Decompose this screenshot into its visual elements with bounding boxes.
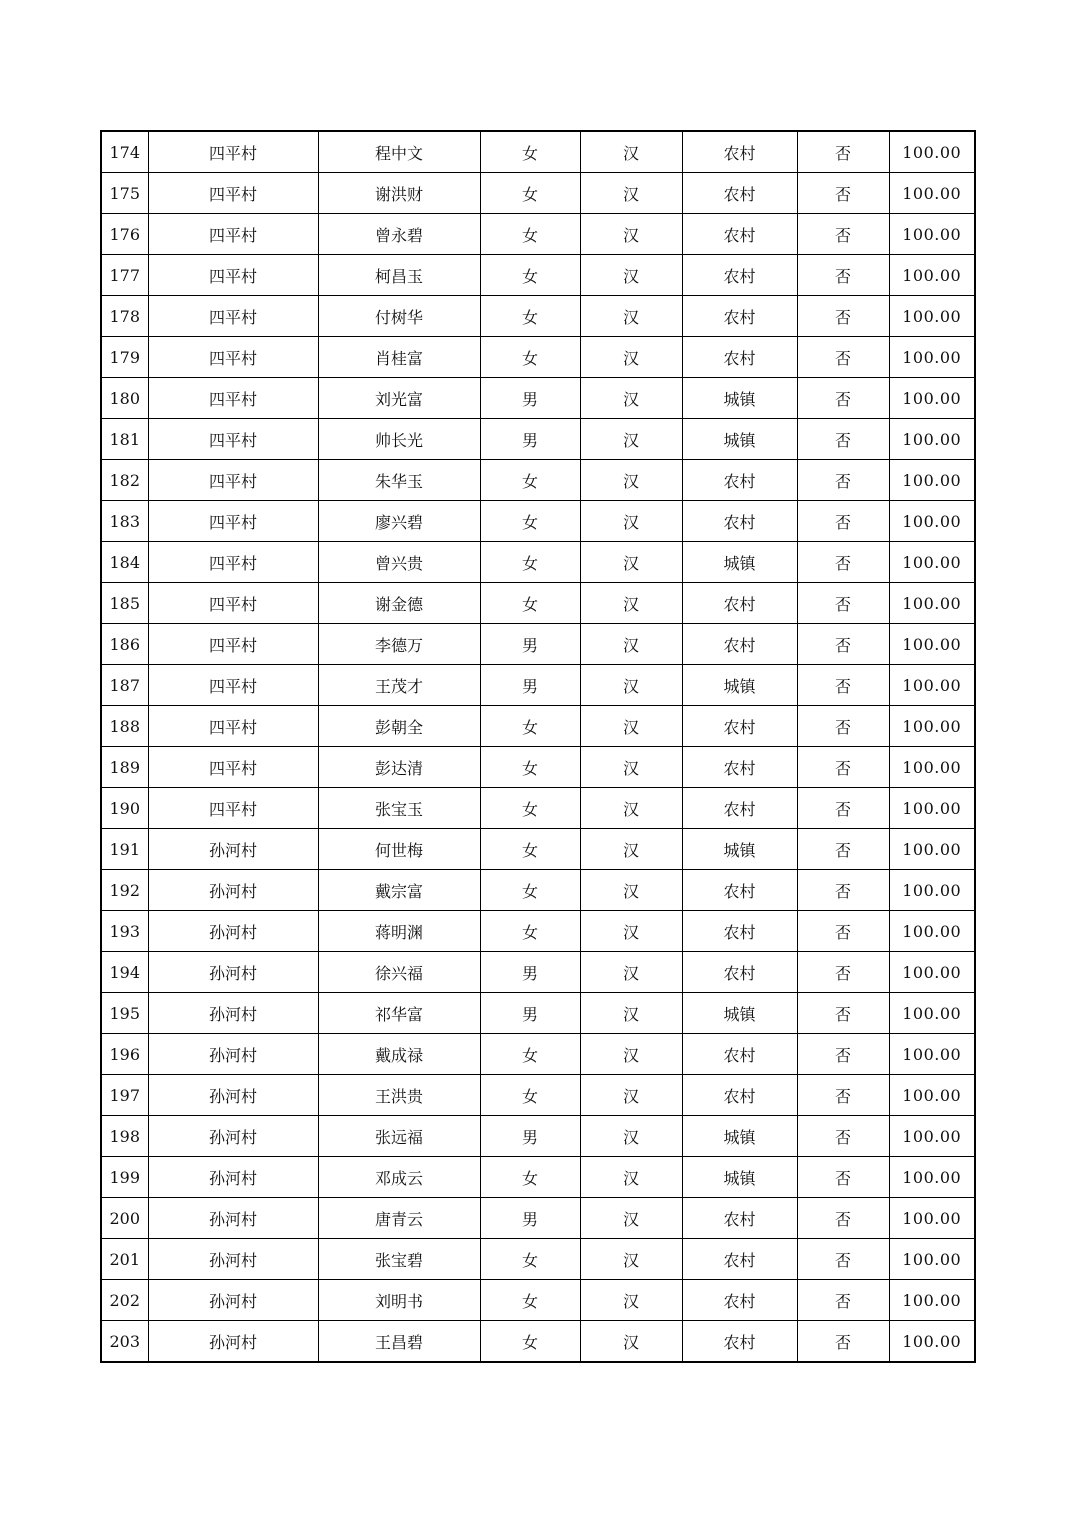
amount-cell: 100.00 — [889, 583, 975, 624]
table-row — [101, 542, 975, 583]
village-cell: 四平村 — [148, 214, 318, 255]
serial-cell: 191 — [101, 829, 148, 870]
amount-cell: 100.00 — [889, 542, 975, 583]
amount-cell: 100.00 — [889, 665, 975, 706]
flag-cell: 否 — [797, 788, 889, 829]
amount-cell: 100.00 — [889, 624, 975, 665]
village-cell: 四平村 — [148, 665, 318, 706]
serial-cell: 176 — [101, 214, 148, 255]
flag-cell: 否 — [797, 583, 889, 624]
residence-type-cell: 城镇 — [682, 378, 797, 419]
table-row — [101, 214, 975, 255]
serial-cell: 194 — [101, 952, 148, 993]
residence-type-cell: 农村 — [682, 173, 797, 214]
amount-cell: 100.00 — [889, 419, 975, 460]
ethnicity-cell: 汉 — [580, 1157, 682, 1198]
serial-cell: 175 — [101, 173, 148, 214]
village-cell: 孙河村 — [148, 1198, 318, 1239]
flag-cell: 否 — [797, 1198, 889, 1239]
serial-cell: 198 — [101, 1116, 148, 1157]
amount-cell: 100.00 — [889, 1321, 975, 1363]
name-cell: 张远福 — [318, 1116, 480, 1157]
name-cell: 王昌碧 — [318, 1321, 480, 1363]
village-cell: 四平村 — [148, 624, 318, 665]
name-cell: 张宝碧 — [318, 1239, 480, 1280]
table-row — [101, 1239, 975, 1280]
name-cell: 付树华 — [318, 296, 480, 337]
table-row — [101, 255, 975, 296]
village-cell: 四平村 — [148, 296, 318, 337]
flag-cell: 否 — [797, 1075, 889, 1116]
roster-table — [100, 130, 976, 1363]
residence-type-cell: 农村 — [682, 337, 797, 378]
village-cell: 四平村 — [148, 542, 318, 583]
ethnicity-cell: 汉 — [580, 501, 682, 542]
table-row — [101, 378, 975, 419]
name-cell: 帅长光 — [318, 419, 480, 460]
name-cell: 祁华富 — [318, 993, 480, 1034]
ethnicity-cell: 汉 — [580, 665, 682, 706]
gender-cell: 女 — [480, 296, 580, 337]
residence-type-cell: 农村 — [682, 1198, 797, 1239]
gender-cell: 女 — [480, 1280, 580, 1321]
gender-cell: 女 — [480, 173, 580, 214]
name-cell: 谢洪财 — [318, 173, 480, 214]
village-cell: 孙河村 — [148, 1239, 318, 1280]
residence-type-cell: 农村 — [682, 460, 797, 501]
gender-cell: 女 — [480, 1075, 580, 1116]
table-row — [101, 952, 975, 993]
village-cell: 孙河村 — [148, 1157, 318, 1198]
name-cell: 王茂才 — [318, 665, 480, 706]
gender-cell: 男 — [480, 993, 580, 1034]
table-row — [101, 1321, 975, 1363]
flag-cell: 否 — [797, 337, 889, 378]
name-cell: 廖兴碧 — [318, 501, 480, 542]
residence-type-cell: 农村 — [682, 214, 797, 255]
table-row — [101, 296, 975, 337]
table-row — [101, 1157, 975, 1198]
gender-cell: 女 — [480, 214, 580, 255]
village-cell: 四平村 — [148, 501, 318, 542]
residence-type-cell: 农村 — [682, 1075, 797, 1116]
serial-cell: 202 — [101, 1280, 148, 1321]
roster-body — [101, 131, 975, 1362]
serial-cell: 179 — [101, 337, 148, 378]
residence-type-cell: 农村 — [682, 1280, 797, 1321]
name-cell: 王洪贵 — [318, 1075, 480, 1116]
serial-cell: 180 — [101, 378, 148, 419]
flag-cell: 否 — [797, 829, 889, 870]
table-row — [101, 1198, 975, 1239]
amount-cell: 100.00 — [889, 870, 975, 911]
table-row — [101, 624, 975, 665]
table-row — [101, 1116, 975, 1157]
amount-cell: 100.00 — [889, 952, 975, 993]
serial-cell: 193 — [101, 911, 148, 952]
name-cell: 何世梅 — [318, 829, 480, 870]
gender-cell: 女 — [480, 911, 580, 952]
gender-cell: 女 — [480, 1157, 580, 1198]
gender-cell: 男 — [480, 1198, 580, 1239]
gender-cell: 女 — [480, 460, 580, 501]
residence-type-cell: 城镇 — [682, 542, 797, 583]
ethnicity-cell: 汉 — [580, 296, 682, 337]
village-cell: 孙河村 — [148, 1280, 318, 1321]
gender-cell: 女 — [480, 542, 580, 583]
ethnicity-cell: 汉 — [580, 952, 682, 993]
serial-cell: 178 — [101, 296, 148, 337]
name-cell: 曾永碧 — [318, 214, 480, 255]
name-cell: 唐青云 — [318, 1198, 480, 1239]
residence-type-cell: 农村 — [682, 296, 797, 337]
residence-type-cell: 农村 — [682, 911, 797, 952]
flag-cell: 否 — [797, 131, 889, 173]
name-cell: 张宝玉 — [318, 788, 480, 829]
flag-cell: 否 — [797, 173, 889, 214]
serial-cell: 201 — [101, 1239, 148, 1280]
table-row — [101, 1034, 975, 1075]
serial-cell: 203 — [101, 1321, 148, 1363]
serial-cell: 188 — [101, 706, 148, 747]
serial-cell: 199 — [101, 1157, 148, 1198]
amount-cell: 100.00 — [889, 1198, 975, 1239]
name-cell: 戴成禄 — [318, 1034, 480, 1075]
residence-type-cell: 城镇 — [682, 1116, 797, 1157]
flag-cell: 否 — [797, 419, 889, 460]
residence-type-cell: 农村 — [682, 624, 797, 665]
flag-cell: 否 — [797, 460, 889, 501]
name-cell: 谢金德 — [318, 583, 480, 624]
gender-cell: 女 — [480, 255, 580, 296]
amount-cell: 100.00 — [889, 501, 975, 542]
ethnicity-cell: 汉 — [580, 1075, 682, 1116]
residence-type-cell: 农村 — [682, 131, 797, 173]
gender-cell: 女 — [480, 501, 580, 542]
name-cell: 戴宗富 — [318, 870, 480, 911]
flag-cell: 否 — [797, 1321, 889, 1363]
gender-cell: 男 — [480, 624, 580, 665]
name-cell: 彭朝全 — [318, 706, 480, 747]
ethnicity-cell: 汉 — [580, 624, 682, 665]
flag-cell: 否 — [797, 1239, 889, 1280]
flag-cell: 否 — [797, 706, 889, 747]
ethnicity-cell: 汉 — [580, 1116, 682, 1157]
village-cell: 四平村 — [148, 378, 318, 419]
serial-cell: 195 — [101, 993, 148, 1034]
name-cell: 蒋明渊 — [318, 911, 480, 952]
village-cell: 孙河村 — [148, 1075, 318, 1116]
name-cell: 刘光富 — [318, 378, 480, 419]
amount-cell: 100.00 — [889, 173, 975, 214]
table-row — [101, 460, 975, 501]
amount-cell: 100.00 — [889, 1239, 975, 1280]
gender-cell: 男 — [480, 1116, 580, 1157]
amount-cell: 100.00 — [889, 337, 975, 378]
gender-cell: 男 — [480, 419, 580, 460]
gender-cell: 女 — [480, 131, 580, 173]
ethnicity-cell: 汉 — [580, 419, 682, 460]
flag-cell: 否 — [797, 296, 889, 337]
name-cell: 曾兴贵 — [318, 542, 480, 583]
ethnicity-cell: 汉 — [580, 1198, 682, 1239]
serial-cell: 196 — [101, 1034, 148, 1075]
name-cell: 徐兴福 — [318, 952, 480, 993]
residence-type-cell: 城镇 — [682, 665, 797, 706]
village-cell: 四平村 — [148, 747, 318, 788]
ethnicity-cell: 汉 — [580, 788, 682, 829]
residence-type-cell: 农村 — [682, 788, 797, 829]
amount-cell: 100.00 — [889, 131, 975, 173]
name-cell: 程中文 — [318, 131, 480, 173]
ethnicity-cell: 汉 — [580, 911, 682, 952]
flag-cell: 否 — [797, 993, 889, 1034]
flag-cell: 否 — [797, 665, 889, 706]
serial-cell: 185 — [101, 583, 148, 624]
flag-cell: 否 — [797, 1034, 889, 1075]
gender-cell: 女 — [480, 1034, 580, 1075]
amount-cell: 100.00 — [889, 1034, 975, 1075]
serial-cell: 177 — [101, 255, 148, 296]
flag-cell: 否 — [797, 214, 889, 255]
village-cell: 四平村 — [148, 583, 318, 624]
amount-cell: 100.00 — [889, 1280, 975, 1321]
village-cell: 四平村 — [148, 173, 318, 214]
serial-cell: 189 — [101, 747, 148, 788]
name-cell: 李德万 — [318, 624, 480, 665]
residence-type-cell: 农村 — [682, 583, 797, 624]
ethnicity-cell: 汉 — [580, 1239, 682, 1280]
amount-cell: 100.00 — [889, 296, 975, 337]
serial-cell: 192 — [101, 870, 148, 911]
serial-cell: 183 — [101, 501, 148, 542]
document-page — [100, 130, 974, 1363]
village-cell: 四平村 — [148, 419, 318, 460]
gender-cell: 女 — [480, 1321, 580, 1363]
table-row — [101, 337, 975, 378]
amount-cell: 100.00 — [889, 1075, 975, 1116]
village-cell: 孙河村 — [148, 952, 318, 993]
table-row — [101, 706, 975, 747]
table-row — [101, 788, 975, 829]
residence-type-cell: 城镇 — [682, 829, 797, 870]
flag-cell: 否 — [797, 542, 889, 583]
serial-cell: 182 — [101, 460, 148, 501]
amount-cell: 100.00 — [889, 1116, 975, 1157]
village-cell: 孙河村 — [148, 993, 318, 1034]
amount-cell: 100.00 — [889, 1157, 975, 1198]
table-row — [101, 911, 975, 952]
ethnicity-cell: 汉 — [580, 131, 682, 173]
table-row — [101, 829, 975, 870]
village-cell: 孙河村 — [148, 829, 318, 870]
residence-type-cell: 城镇 — [682, 993, 797, 1034]
residence-type-cell: 农村 — [682, 1321, 797, 1363]
name-cell: 肖桂富 — [318, 337, 480, 378]
serial-cell: 184 — [101, 542, 148, 583]
serial-cell: 190 — [101, 788, 148, 829]
serial-cell: 197 — [101, 1075, 148, 1116]
amount-cell: 100.00 — [889, 214, 975, 255]
name-cell: 柯昌玉 — [318, 255, 480, 296]
ethnicity-cell: 汉 — [580, 337, 682, 378]
village-cell: 孙河村 — [148, 870, 318, 911]
gender-cell: 男 — [480, 952, 580, 993]
gender-cell: 女 — [480, 337, 580, 378]
village-cell: 四平村 — [148, 131, 318, 173]
ethnicity-cell: 汉 — [580, 1321, 682, 1363]
gender-cell: 女 — [480, 583, 580, 624]
amount-cell: 100.00 — [889, 747, 975, 788]
name-cell: 彭达清 — [318, 747, 480, 788]
residence-type-cell: 城镇 — [682, 419, 797, 460]
residence-type-cell: 农村 — [682, 747, 797, 788]
gender-cell: 女 — [480, 747, 580, 788]
village-cell: 四平村 — [148, 706, 318, 747]
gender-cell: 女 — [480, 706, 580, 747]
ethnicity-cell: 汉 — [580, 255, 682, 296]
gender-cell: 女 — [480, 829, 580, 870]
flag-cell: 否 — [797, 1280, 889, 1321]
amount-cell: 100.00 — [889, 829, 975, 870]
flag-cell: 否 — [797, 378, 889, 419]
serial-cell: 174 — [101, 131, 148, 173]
gender-cell: 女 — [480, 1239, 580, 1280]
flag-cell: 否 — [797, 870, 889, 911]
table-row — [101, 173, 975, 214]
ethnicity-cell: 汉 — [580, 829, 682, 870]
serial-cell: 186 — [101, 624, 148, 665]
flag-cell: 否 — [797, 1157, 889, 1198]
village-cell: 孙河村 — [148, 1034, 318, 1075]
ethnicity-cell: 汉 — [580, 542, 682, 583]
flag-cell: 否 — [797, 255, 889, 296]
amount-cell: 100.00 — [889, 706, 975, 747]
residence-type-cell: 农村 — [682, 952, 797, 993]
ethnicity-cell: 汉 — [580, 993, 682, 1034]
residence-type-cell: 农村 — [682, 1239, 797, 1280]
table-row — [101, 1075, 975, 1116]
table-row — [101, 665, 975, 706]
table-row — [101, 419, 975, 460]
gender-cell: 男 — [480, 665, 580, 706]
ethnicity-cell: 汉 — [580, 1034, 682, 1075]
ethnicity-cell: 汉 — [580, 214, 682, 255]
amount-cell: 100.00 — [889, 788, 975, 829]
ethnicity-cell: 汉 — [580, 378, 682, 419]
ethnicity-cell: 汉 — [580, 173, 682, 214]
residence-type-cell: 农村 — [682, 1034, 797, 1075]
ethnicity-cell: 汉 — [580, 460, 682, 501]
flag-cell: 否 — [797, 1116, 889, 1157]
residence-type-cell: 农村 — [682, 706, 797, 747]
village-cell: 四平村 — [148, 337, 318, 378]
residence-type-cell: 农村 — [682, 870, 797, 911]
name-cell: 朱华玉 — [318, 460, 480, 501]
gender-cell: 女 — [480, 788, 580, 829]
flag-cell: 否 — [797, 624, 889, 665]
village-cell: 孙河村 — [148, 911, 318, 952]
flag-cell: 否 — [797, 501, 889, 542]
flag-cell: 否 — [797, 952, 889, 993]
residence-type-cell: 农村 — [682, 501, 797, 542]
table-row — [101, 1280, 975, 1321]
amount-cell: 100.00 — [889, 911, 975, 952]
serial-cell: 200 — [101, 1198, 148, 1239]
residence-type-cell: 城镇 — [682, 1157, 797, 1198]
gender-cell: 男 — [480, 378, 580, 419]
table-row — [101, 501, 975, 542]
table-row — [101, 583, 975, 624]
ethnicity-cell: 汉 — [580, 583, 682, 624]
amount-cell: 100.00 — [889, 993, 975, 1034]
flag-cell: 否 — [797, 747, 889, 788]
ethnicity-cell: 汉 — [580, 870, 682, 911]
amount-cell: 100.00 — [889, 378, 975, 419]
serial-cell: 187 — [101, 665, 148, 706]
amount-cell: 100.00 — [889, 255, 975, 296]
table-row — [101, 131, 975, 173]
village-cell: 四平村 — [148, 255, 318, 296]
ethnicity-cell: 汉 — [580, 747, 682, 788]
ethnicity-cell: 汉 — [580, 706, 682, 747]
serial-cell: 181 — [101, 419, 148, 460]
village-cell: 四平村 — [148, 788, 318, 829]
table-row — [101, 747, 975, 788]
amount-cell: 100.00 — [889, 460, 975, 501]
name-cell: 刘明书 — [318, 1280, 480, 1321]
name-cell: 邓成云 — [318, 1157, 480, 1198]
village-cell: 四平村 — [148, 460, 318, 501]
table-row — [101, 870, 975, 911]
flag-cell: 否 — [797, 911, 889, 952]
village-cell: 孙河村 — [148, 1116, 318, 1157]
village-cell: 孙河村 — [148, 1321, 318, 1363]
ethnicity-cell: 汉 — [580, 1280, 682, 1321]
table-row — [101, 993, 975, 1034]
gender-cell: 女 — [480, 870, 580, 911]
residence-type-cell: 农村 — [682, 255, 797, 296]
